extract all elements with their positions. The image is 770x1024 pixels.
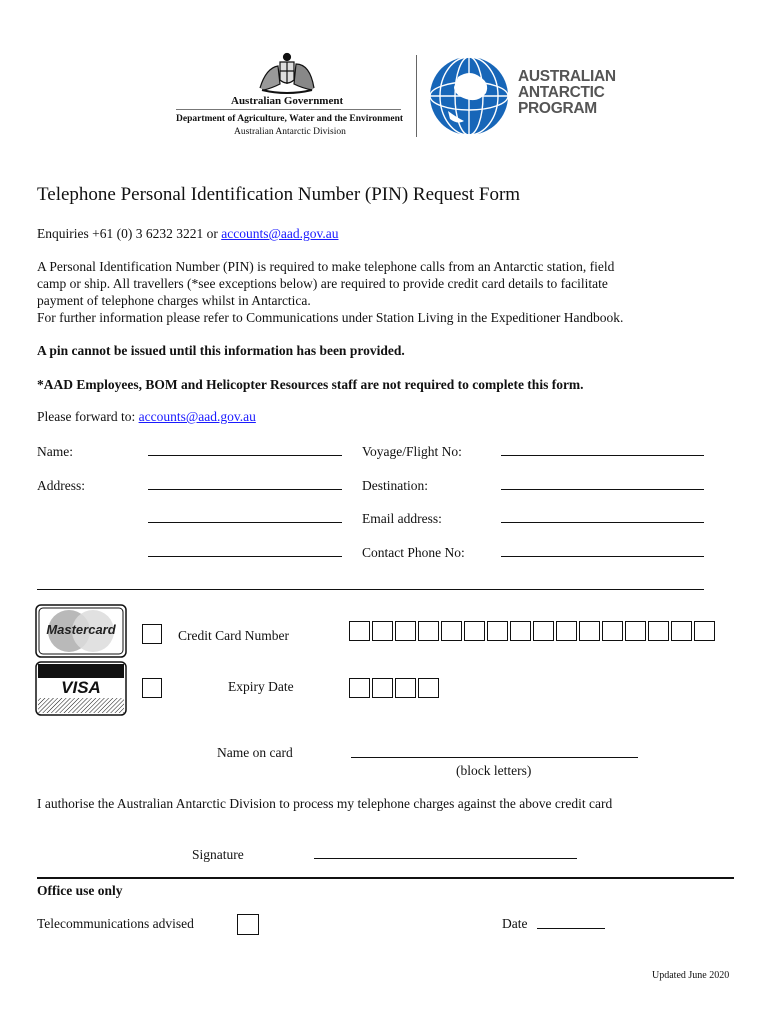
- office-use-heading: Office use only: [37, 883, 123, 898]
- department-name: Department of Agriculture, Water and the Environment: [176, 114, 404, 124]
- credit-card-number-label: Credit Card Number: [178, 628, 289, 643]
- office-divider: [37, 877, 734, 879]
- authorisation-statement: I authorise the Australian Antarctic Division to process my telephone charges against the above credit card: [37, 796, 613, 811]
- program-name-line2: ANTARCTIC: [518, 84, 605, 101]
- block-letters-hint: (block letters): [456, 763, 532, 778]
- telecom-advised-checkbox[interactable]: [237, 914, 259, 935]
- email-label: Email address:: [362, 511, 442, 526]
- program-name-line1: AUSTRALIAN: [518, 68, 616, 85]
- mastercard-logo: [35, 604, 127, 658]
- name-label: Name:: [37, 444, 73, 459]
- card-digit-box[interactable]: [671, 621, 692, 641]
- program-name-line3: PROGRAM: [518, 100, 597, 117]
- visa-checkbox[interactable]: [142, 678, 162, 698]
- enquiries-line: [37, 225, 338, 242]
- expiry-digit-box[interactable]: [395, 678, 416, 698]
- header-divider: [416, 55, 417, 137]
- card-digit-box[interactable]: [418, 621, 439, 641]
- expiry-date-label: Expiry Date: [228, 679, 294, 694]
- card-digit-box[interactable]: [395, 621, 416, 641]
- card-digit-box[interactable]: [579, 621, 600, 641]
- expiry-digit-box[interactable]: [349, 678, 370, 698]
- name-on-card-field[interactable]: [351, 757, 638, 758]
- card-digit-box[interactable]: [694, 621, 715, 641]
- card-digit-box[interactable]: [602, 621, 623, 641]
- intro-line-1: A Personal Identification Number (PIN) is required to make telephone calls from an Antarctic station, field: [37, 259, 615, 274]
- mastercard-label: Mastercard: [46, 622, 116, 637]
- office-date-label: Date: [502, 916, 528, 931]
- forward-text: Please forward to:: [37, 409, 139, 424]
- intro-line-4: For further information please refer to Communications under Station Living in the Expeditioner Handbook.: [37, 310, 624, 325]
- expiry-date-input[interactable]: [349, 678, 441, 698]
- forward-line: [37, 408, 256, 425]
- voyage-field[interactable]: [501, 455, 704, 456]
- address-field-2[interactable]: [148, 522, 342, 523]
- card-digit-box[interactable]: [487, 621, 508, 641]
- card-digit-box[interactable]: [510, 621, 531, 641]
- signature-field[interactable]: [314, 858, 577, 859]
- intro-paragraph: [37, 258, 737, 326]
- updated-note: Updated June 2020: [652, 970, 730, 981]
- pin-notice: A pin cannot be issued until this information has been provided.: [37, 343, 405, 358]
- division-name: Australian Antarctic Division: [234, 127, 346, 137]
- program-name: [518, 69, 616, 117]
- enquiries-email-link[interactable]: accounts@aad.gov.au: [221, 226, 339, 241]
- name-field[interactable]: [148, 455, 342, 456]
- card-digit-box[interactable]: [464, 621, 485, 641]
- phone-label: Contact Phone No:: [362, 545, 465, 560]
- phone-field[interactable]: [501, 556, 704, 557]
- voyage-label: Voyage/Flight No:: [362, 444, 462, 459]
- signature-label: Signature: [192, 847, 244, 862]
- address-label: Address:: [37, 478, 85, 493]
- form-title: Telephone Personal Identification Number (PIN) Request Form: [37, 184, 521, 205]
- card-digit-box[interactable]: [533, 621, 554, 641]
- office-date-field[interactable]: [537, 928, 605, 929]
- exemption-notice: *AAD Employees, BOM and Helicopter Resources staff are not required to complete this form.: [37, 377, 584, 392]
- card-digit-box[interactable]: [625, 621, 646, 641]
- enquiries-text: Enquiries +61 (0) 3 6232 3221 or: [37, 226, 222, 241]
- header-rule: [176, 109, 401, 110]
- card-digit-box[interactable]: [441, 621, 462, 641]
- visa-logo: [35, 661, 127, 716]
- expiry-digit-box[interactable]: [372, 678, 393, 698]
- card-digit-box[interactable]: [372, 621, 393, 641]
- card-digit-box[interactable]: [349, 621, 370, 641]
- telecom-advised-label: Telecommunications advised: [37, 916, 194, 931]
- intro-line-3: payment of telephone charges whilst in Antarctica.: [37, 293, 311, 308]
- name-on-card-label: Name on card: [217, 745, 293, 760]
- antarctic-globe-icon: [428, 55, 510, 137]
- address-field-1[interactable]: [148, 489, 342, 490]
- card-digit-box[interactable]: [648, 621, 669, 641]
- expiry-digit-box[interactable]: [418, 678, 439, 698]
- mastercard-checkbox[interactable]: [142, 624, 162, 644]
- email-field[interactable]: [501, 522, 704, 523]
- card-digit-box[interactable]: [556, 621, 577, 641]
- destination-label: Destination:: [362, 478, 428, 493]
- gov-crest-icon: [256, 52, 318, 94]
- forward-email-link[interactable]: accounts@aad.gov.au: [138, 409, 256, 424]
- destination-field[interactable]: [501, 489, 704, 490]
- visa-label: VISA: [61, 678, 101, 697]
- section-divider: [37, 589, 704, 590]
- address-field-3[interactable]: [148, 556, 342, 557]
- gov-title: Australian Government: [231, 95, 344, 107]
- credit-card-number-input[interactable]: [349, 621, 717, 641]
- intro-line-2: camp or ship. All travellers (*see exceptions below) are required to provide credit card details to facilitate: [37, 276, 608, 291]
